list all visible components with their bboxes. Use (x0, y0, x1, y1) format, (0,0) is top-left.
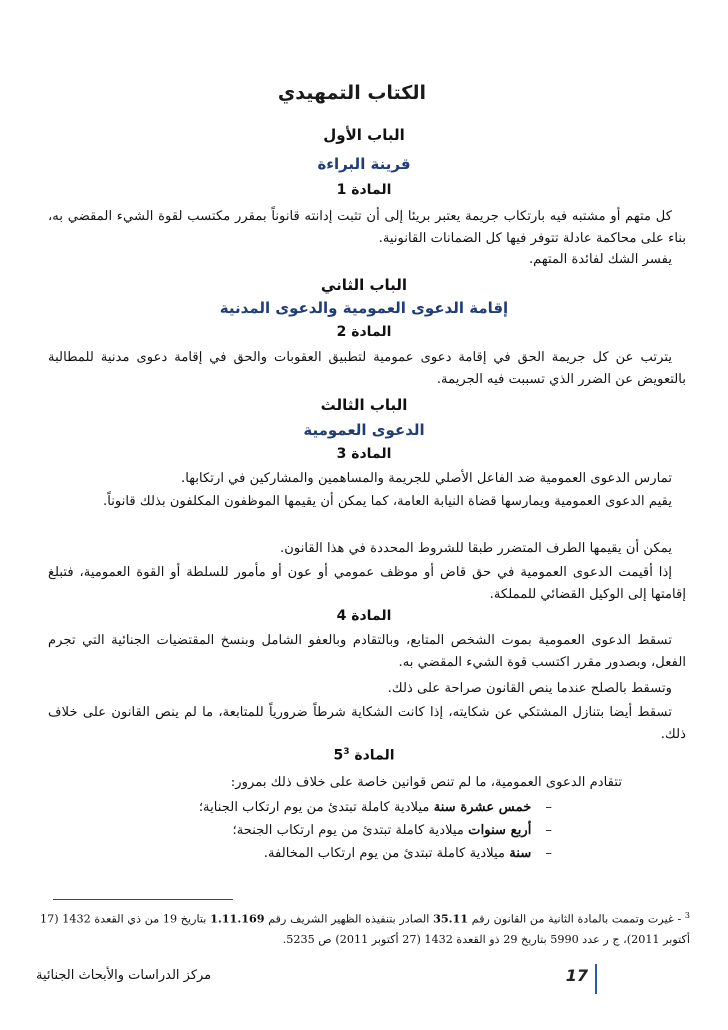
article-4-text-2: وتسقط بالصلح عندما ينص القانون صراحة على ذلك. (387, 681, 672, 696)
bab3-subtitle: الدعوى العمومية (303, 421, 425, 439)
article-5-paragraph-1 (48, 772, 622, 794)
bab1-title: الباب الأول (323, 126, 405, 144)
list-dash: – (545, 846, 552, 861)
footnote-text-1: - غيرت وتممت بالمادة الثانية من القانون رقم (468, 912, 685, 926)
article-2-heading: المادة 2 (336, 324, 392, 340)
footer-divider (595, 964, 597, 994)
article-4-paragraph-1 (48, 630, 686, 673)
article-3-text-3: يمكن أن يقيمها الطرف المتضرر طبقا للشروط المحددة في هذا القانون. (280, 541, 672, 556)
article-5-heading (0, 747, 728, 764)
bab2-title: الباب الثاني (320, 276, 408, 294)
article-1-text-1: كل متهم أو مشتبه فيه بارتكاب جريمة يعتبر بريئا إلى أن تثبت إدانته قانوناً بمقرر مكتسب لقوة الشيء المقضي به، بناء على محاكمة عادلة تتوفر فيها كل الضمانات القانونية. (48, 209, 686, 246)
list-text: ميلادية كاملة تبتدئ من يوم ارتكاب المخالفة. (263, 846, 510, 861)
list-term: سنة (509, 846, 532, 861)
footnote-dahir-number: 1.11.169 (210, 911, 265, 926)
list-item-violation (264, 846, 552, 861)
list-dash: – (545, 823, 552, 838)
footnote-text-3: بتاريخ 19 من ذي القعدة 1432 (17 أكتوبر 2011)، ج ر عدد 5990 بتاريخ 29 ذو القعدة 1432 (27 أكتوبر 2011) ص 5235. (40, 912, 690, 946)
footnote-ref-3[interactable]: 3 (343, 747, 350, 757)
list-text: ميلادية كاملة تبتدئ من يوم ارتكاب الجناية؛ (198, 800, 434, 815)
article-3-text-2: يقيم الدعوى العمومية ويمارسها قضاة النيابة العامة، كما يمكن أن يقيمها الموظفون المكلفون بذلك قانوناً. (103, 494, 672, 509)
article-4-text-1: تسقط الدعوى العمومية بموت الشخص المتابع، وبالتقادم وبالعفو الشامل وبنسخ المقتضيات الجنائية التي تجرم الفعل، وبصدور مقرر اكتسب قوة الشيء المقضي به. (48, 633, 686, 670)
list-item-felony (199, 800, 552, 815)
article-3-paragraph-4 (48, 562, 686, 605)
article-1-heading: المادة 1 (336, 182, 392, 198)
footnote-text-2: الصادر بتنفيذه الظهير الشريف رقم (264, 912, 434, 926)
book-title: الكتاب التمهيدي (277, 82, 426, 104)
bab3-title: الباب الثالث (320, 396, 408, 414)
footnote-number: 3 (684, 911, 691, 920)
article-3-heading: المادة 3 (336, 446, 392, 462)
bab1-subtitle: قرينة البراءة (317, 155, 411, 173)
bab2-subtitle: إقامة الدعوى العمومية والدعوى المدنية (219, 299, 509, 317)
article-1-text-2: يفسر الشك لفائدة المتهم. (528, 252, 672, 267)
footnote-3 (40, 906, 690, 950)
article-3-paragraph-3 (48, 538, 686, 560)
article-1-paragraph-2 (48, 249, 686, 271)
list-text: ميلادية كاملة تبتدئ من يوم ارتكاب الجنحة؛ (232, 823, 469, 838)
article-3-paragraph-2 (48, 491, 686, 513)
article-2-paragraph-1 (48, 347, 686, 390)
article-4-text-3: تسقط أيضا بتنازل المشتكي عن شكايته، إذا كانت الشكاية شرطاً ضرورياً للمتابعة، ما لم ينص القانون على خلاف ذلك. (48, 705, 686, 742)
article-4-paragraph-2 (48, 678, 686, 700)
article-3-paragraph-1 (48, 468, 686, 490)
list-item-misdemeanor (233, 823, 552, 838)
list-dash: – (545, 800, 552, 815)
article-1-paragraph-1 (48, 206, 686, 249)
list-term: أربع سنوات (468, 823, 532, 838)
article-4-paragraph-3 (48, 702, 686, 745)
footnote-separator (53, 899, 233, 900)
article-3-text-4: إذا أقيمت الدعوى العمومية في حق قاض أو موظف عمومي أو عون أو مأمور للسلطة أو القوة العمومية، فتبلغ إقامتها إلى الوكيل القضائي للمملكة. (48, 565, 686, 602)
article-2-text-1: يترتب عن كل جريمة الحق في إقامة دعوى عمومية لتطبيق العقوبات والحق في إقامة دعوى مدنية للمطالبة بالتعويض عن الضرر الذي تسببت فيه الجريمة. (48, 350, 686, 387)
list-term: خمس عشرة سنة (433, 800, 532, 815)
article-5-text-1: تتقادم الدعوى العمومية، ما لم تنص قوانين خاصة على خلاف ذلك بمرور: (230, 775, 622, 790)
article-4-heading: المادة 4 (336, 608, 392, 624)
publisher-name: مركز الدراسات والأبحاث الجنائية (36, 968, 212, 983)
article-5-label: المادة 5 (333, 747, 395, 764)
page-number: 17 (565, 966, 588, 985)
article-3-text-1: تمارس الدعوى العمومية ضد الفاعل الأصلي للجريمة والمساهمين والمشاركين في ارتكابها. (181, 471, 672, 486)
footnote-law-number: 35.11 (433, 911, 469, 926)
